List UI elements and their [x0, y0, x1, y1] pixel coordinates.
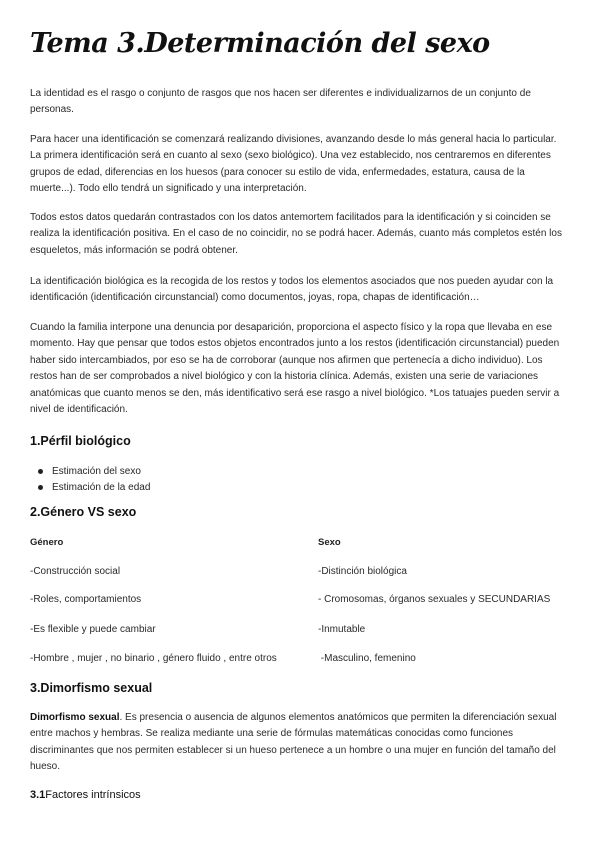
table-header-gender: Género	[30, 537, 64, 548]
list-item	[30, 480, 150, 496]
definition-text: . Es presencia o ausencia de algunos elementos anatómicos que permiten la diferenciación sexual entre machos y hembras. Se realiza mediante una serie de fórmulas matemáticas conocidas como funciones discriminantes que nos permiten establecer si un hueso pertenece a un hombre o una mujer en función del tamaño del hueso.	[30, 712, 557, 773]
table-cell: -Es flexible y puede cambiar	[30, 624, 156, 635]
term-label: Dimorfismo sexual	[30, 712, 120, 723]
list-item	[30, 464, 150, 480]
table-cell: -Hombre , mujer , no binario , género fluido , entre otros	[30, 653, 277, 664]
list-item-label: Estimación de la edad	[52, 482, 151, 493]
paragraph-sexual-dimorphism	[30, 710, 570, 776]
page-title: Tema 3.Determinación del sexo	[30, 28, 490, 59]
section-heading-sexual-dimorphism: 3.Dimorfismo sexual	[30, 681, 153, 695]
paragraph-family-report: Cuando la familia interpone una denuncia por desaparición, proporciona el aspecto físico y la ropa que llevaba en ese momento. Hay que pensar que todos estos objetos encontrados junto a los restos (identificación circunstancial) pueden haber sido intercambiados, por eso se ha de corroborar (aunque nos afirmen que pertenecía a dicho individuo). Los restos han de ser comprobados a nivel biológico y con la historia clínica. Además, existen una serie de variaciones anatómicas que cuanto menos se den, más identificativo será ese rasgo a nivel biológico. *Los tatuajes pueden servir a nivel de identificación.	[30, 322, 560, 416]
subsection-number: 3.1	[30, 789, 46, 801]
table-cell: - Cromosomas, órganos sexuales y SECUNDARIAS	[318, 594, 551, 605]
subsection-heading-intrinsic-factors	[30, 789, 141, 801]
paragraph-antemortem: Todos estos datos quedarán contrastados con los datos antemortem facilitados para la identificación y si coinciden se realiza la identificación positiva. En el caso de no coincidir, no se podrá hacer. Además, cuanto más completos estén los esqueletos, más información se podrá obtener.	[30, 212, 562, 256]
table-cell: -Masculino, femenino	[318, 653, 416, 664]
section-heading-biological-profile: 1.Pérfil biológico	[30, 434, 131, 448]
table-header-sex: Sexo	[318, 537, 341, 548]
subsection-label: Factores intrínsicos	[45, 789, 141, 801]
paragraph-biological-identification: La identificación biológica es la recogida de los restos y todos los elementos asociados que nos pueden ayudar con la identificación (identificación circunstancial) como documentos, joyas, ropa, chapas de identificación…	[30, 276, 554, 304]
table-cell: -Roles, comportamientos	[30, 594, 142, 605]
paragraph-identity: La identidad es el rasgo o conjunto de rasgos que nos hacen ser diferentes e individualizarnos de un conjunto de personas.	[30, 88, 531, 116]
bullet-icon	[38, 469, 43, 474]
table-cell: -Construcción social	[30, 566, 121, 577]
table-cell: -Distinción biológica	[318, 566, 407, 577]
list-item-label: Estimación del sexo	[52, 466, 141, 477]
bullet-list	[30, 464, 150, 496]
section-heading-gender-vs-sex: 2.Género VS sexo	[30, 505, 137, 519]
paragraph-identification-process: Para hacer una identificación se comenzará realizando divisiones, avanzando desde lo más general hacia lo particular. La primera identificación será en cuanto al sexo (sexo biológico). Una vez establecido, nos centraremos en diferentes grupos de edad, diferencias en los huesos (para conocer su estilo de vida, enfermedades, estatura, causa de la muerte...). Todo ello tendrá un significado y una interpretación.	[30, 134, 557, 195]
table-cell: -Inmutable	[318, 624, 366, 635]
bullet-icon	[38, 485, 43, 490]
